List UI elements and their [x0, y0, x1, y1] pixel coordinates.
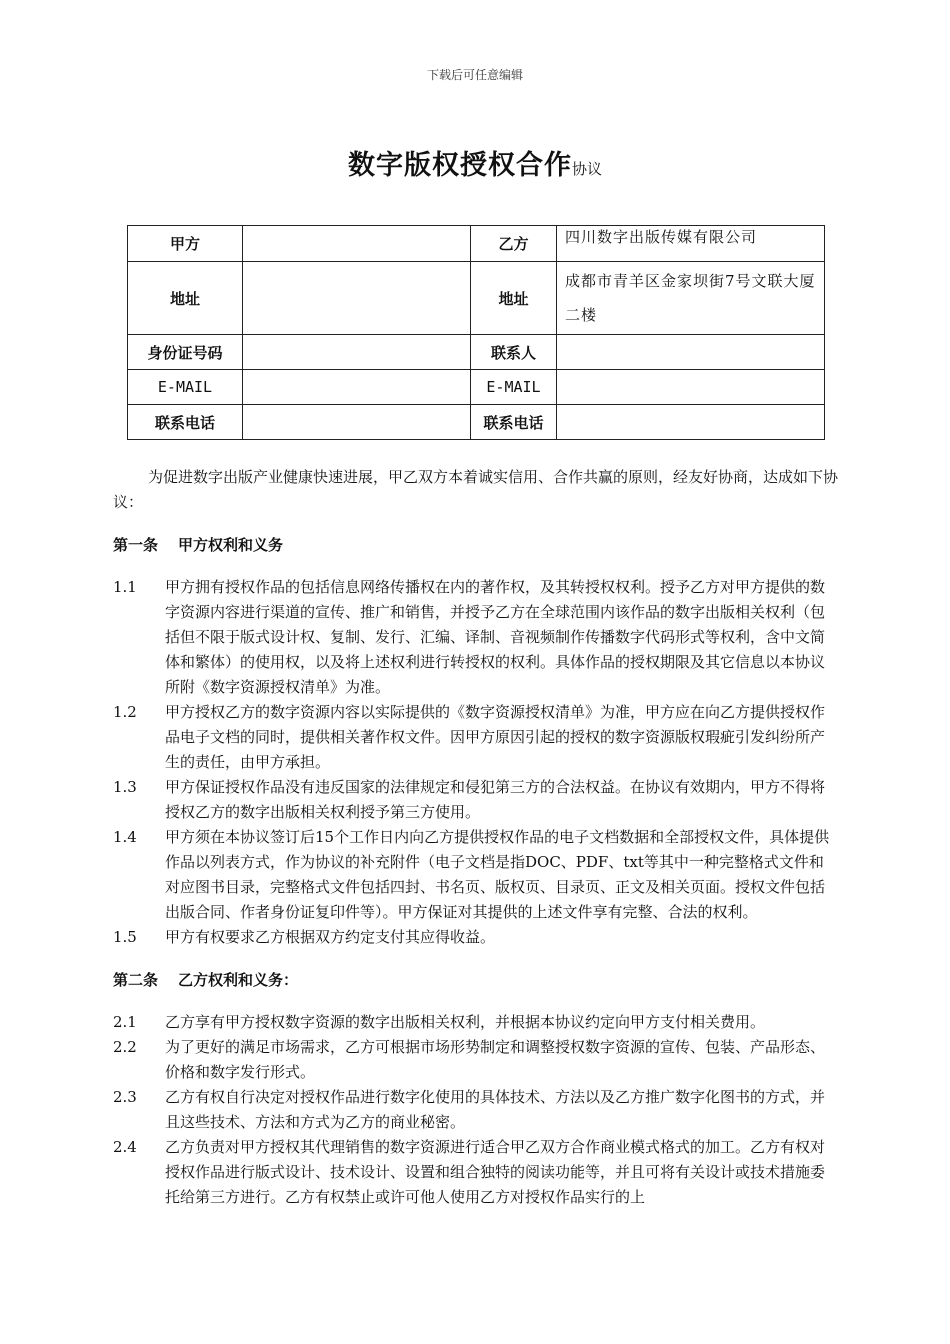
clause-1-3: [113, 775, 838, 825]
clause-text: 甲方授权乙方的数字资源内容以实际提供的《数字资源授权清单》为准，甲方应在向乙方提供授权作品电子文档的同时，提供相关著作权文件。因甲方原因引起的授权的数字资源版权瑕疵引发纠纷所产生的责任，由甲方承担。: [165, 703, 826, 771]
clause-2-3: [113, 1085, 838, 1135]
clause-1-1: [113, 575, 838, 700]
clause-text: 乙方有权自行决定对授权作品进行数字化使用的具体技术、方法以及乙方推广数字化图书的方式，并且这些技术、方法和方式为乙方的商业秘密。: [165, 1088, 826, 1131]
article-2-clauses: [113, 1010, 838, 1210]
email-b-label: E-MAIL: [471, 370, 557, 405]
email-a-value[interactable]: [243, 370, 471, 405]
clause-text: 甲方拥有授权作品的包括信息网络传播权在内的著作权，及其转授权权利。授予乙方对甲方提供的数字资源内容进行渠道的宣传、推广和销售，并授予乙方在全球范围内该作品的数字出版相关权利（包括但不限于版式设计权、复制、发行、汇编、译制、音视频制作传播数字代码形式等权利，含中文简体和繁体）的使用权，以及将上述权利进行转授权的权利。具体作品的授权期限及其它信息以本协议所附《数字资源授权清单》为准。: [165, 578, 826, 696]
article-2-number: 第二条: [113, 971, 159, 989]
clause-number: 1.4: [113, 828, 137, 846]
address-b-label: 地址: [471, 262, 557, 335]
clause-number: 1.1: [113, 578, 137, 596]
clause-text: 甲方保证授权作品没有违反国家的法律规定和侵犯第三方的合法权益。在协议有效期内，甲方不得将授权乙方的数字出版相关权利授予第三方使用。: [165, 778, 826, 821]
agreement-body: [113, 465, 838, 1210]
clause-number: 1.5: [113, 928, 137, 946]
clause-text: 乙方享有甲方授权数字资源的数字出版相关权利，并根据本协议约定向甲方支付相关费用。: [165, 1013, 766, 1031]
clause-number: 2.2: [113, 1038, 137, 1056]
party-a-value[interactable]: [243, 226, 471, 262]
article-1-clauses: [113, 575, 838, 950]
clause-number: 1.3: [113, 778, 137, 796]
address-a-value[interactable]: [243, 262, 471, 335]
article-2-title: 乙方权利和义务：: [178, 971, 299, 989]
clause-number: 2.3: [113, 1088, 137, 1106]
party-b-value[interactable]: 四川数字出版传媒有限公司: [557, 226, 825, 262]
row-party: [128, 226, 825, 262]
clause-2-1: [113, 1010, 838, 1035]
document-title: [0, 143, 950, 182]
clause-text: 为了更好的满足市场需求，乙方可根据市场形势制定和调整授权数字资源的宣传、包装、产品形态、价格和数字发行形式。: [165, 1038, 826, 1081]
party-b-label: 乙方: [471, 226, 557, 262]
title-suffix: 协议: [571, 160, 602, 178]
article-1-title: 甲方权利和义务: [178, 536, 284, 554]
clause-text: 甲方须在本协议签订后15个工作日内向乙方提供授权作品的电子文档数据和全部授权文件，具体提供作品以列表方式，作为协议的补充附件（电子文档是指DOC、PDF、txt等其中一种完整格式文件和对应图书目录，完整格式文件包括四封、书名页、版权页、目录页、正文及相关页面。授权文件包括出版合同、作者身份证复印件等）。甲方保证对其提供的上述文件享有完整、合法的权利。: [165, 828, 830, 921]
clause-number: 2.4: [113, 1138, 137, 1156]
phone-a-label: 联系电话: [128, 405, 243, 440]
parties-table: [127, 225, 825, 440]
phone-a-value[interactable]: [243, 405, 471, 440]
row-email: [128, 370, 825, 405]
party-a-label: 甲方: [128, 226, 243, 262]
clause-number: 1.2: [113, 703, 137, 721]
clause-1-4: [113, 825, 838, 925]
contact-value[interactable]: [557, 335, 825, 370]
address-b-value[interactable]: 成都市青羊区金家坝街7号文联大厦二楼: [557, 262, 825, 335]
article-2-heading: [113, 968, 838, 993]
clause-text: 乙方负责对甲方授权其代理销售的数字资源进行适合甲乙双方合作商业模式格式的加工。乙方有权对授权作品进行版式设计、技术设计、设置和组合独特的阅读功能等，并且可将有关设计或技术措施委托给第三方进行。乙方有权禁止或许可他人使用乙方对授权作品实行的上: [165, 1138, 826, 1206]
row-address: [128, 262, 825, 335]
phone-b-value[interactable]: [557, 405, 825, 440]
clause-number: 2.1: [113, 1013, 137, 1031]
address-a-label: 地址: [128, 262, 243, 335]
article-1-heading: [113, 533, 838, 558]
id-value[interactable]: [243, 335, 471, 370]
header-note: 下载后可任意编辑: [426, 68, 523, 82]
intro-paragraph: 为促进数字出版产业健康快速进展，甲乙双方本着诚实信用、合作共赢的原则，经友好协商，达成如下协议：: [113, 468, 839, 511]
clause-1-5: [113, 925, 838, 950]
id-label: 身份证号码: [128, 335, 243, 370]
article-1-number: 第一条: [113, 536, 159, 554]
phone-b-label: 联系电话: [471, 405, 557, 440]
title-main: 数字版权授权合作: [347, 150, 572, 181]
clause-1-2: [113, 700, 838, 775]
row-id-contact: [128, 335, 825, 370]
email-b-value[interactable]: [557, 370, 825, 405]
clause-2-4: [113, 1135, 838, 1210]
clause-2-2: [113, 1035, 838, 1085]
row-phone: [128, 405, 825, 440]
contact-label: 联系人: [471, 335, 557, 370]
clause-text: 甲方有权要求乙方根据双方约定支付其应得收益。: [165, 928, 496, 946]
email-a-label: E-MAIL: [128, 370, 243, 405]
